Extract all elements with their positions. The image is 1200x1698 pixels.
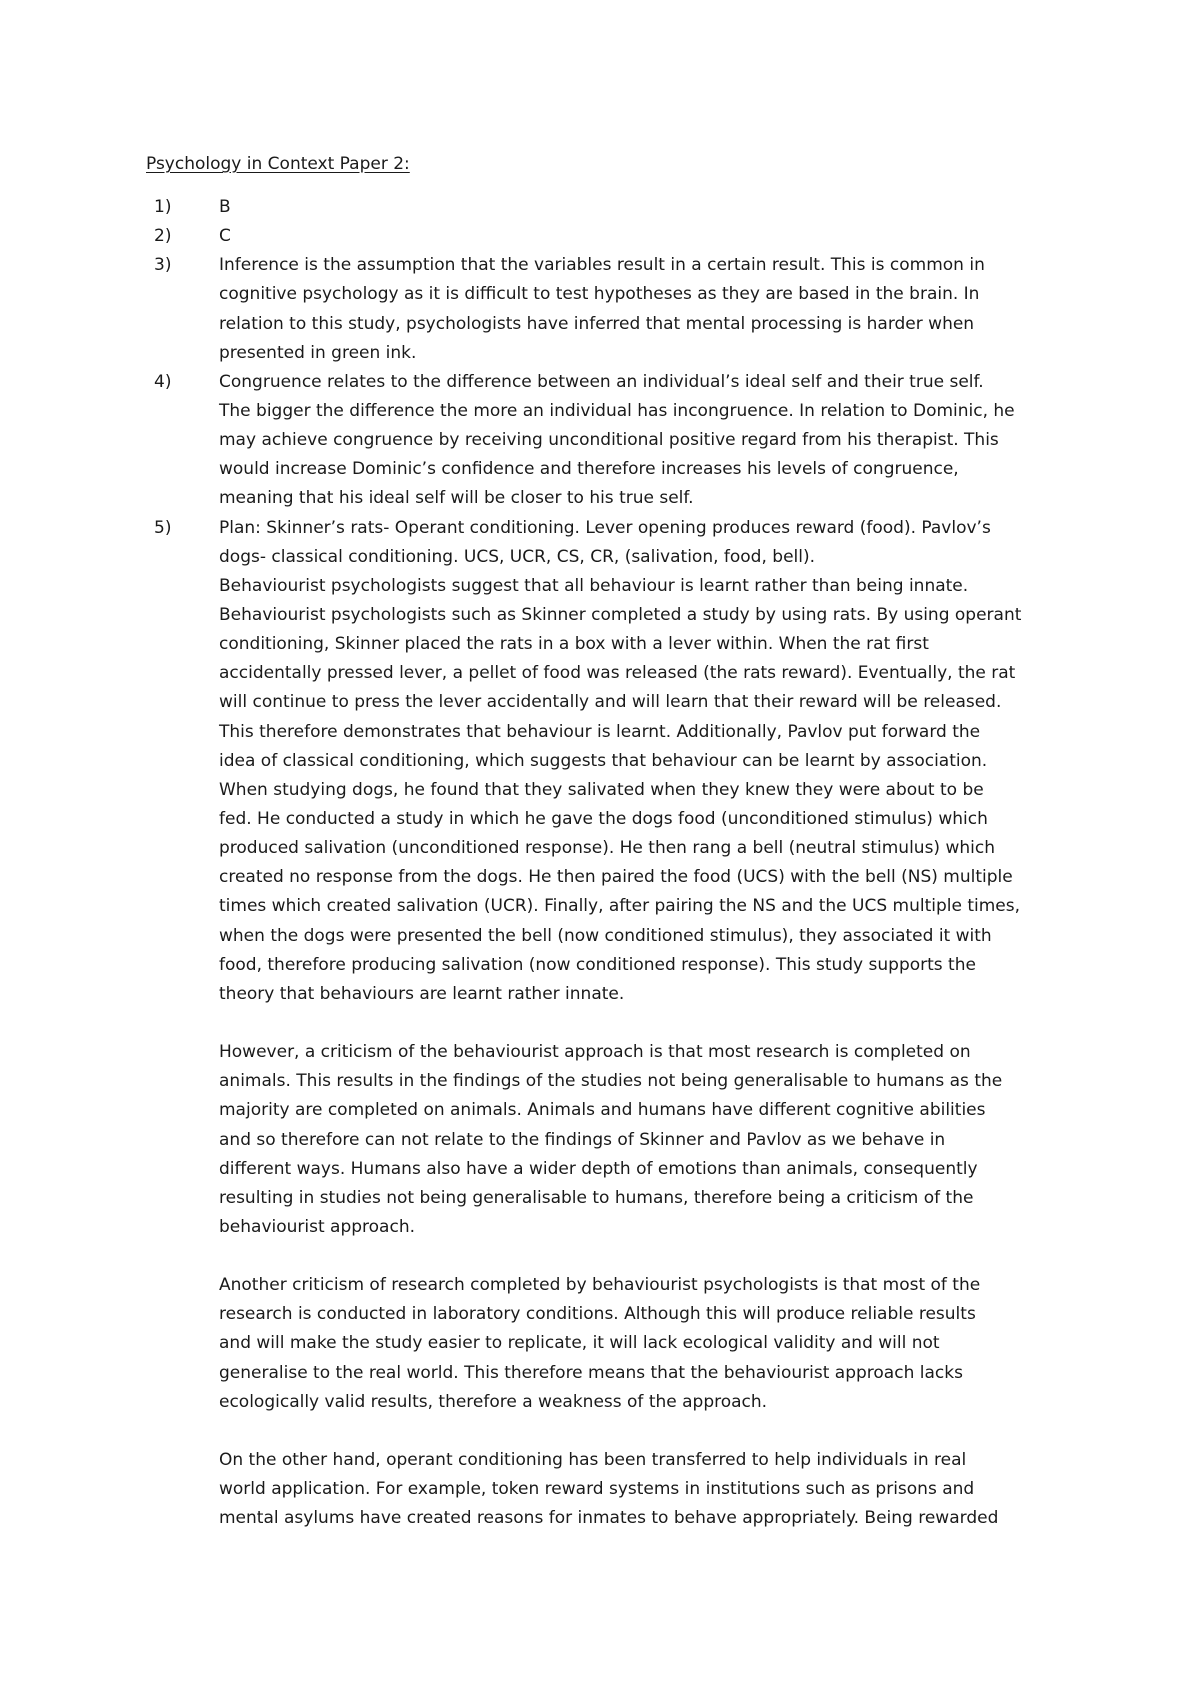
text-line: Inference is the assumption that the variables result in a certain result. This is common in — [219, 255, 985, 276]
text-line: B — [219, 197, 231, 217]
text-line: fed. He conducted a study in which he gave the dogs food (unconditioned stimulus) which — [219, 808, 988, 829]
text-line: times which created salivation (UCR). Finally, after pairing the NS and the UCS multiple times, — [219, 896, 1021, 917]
text-line: research is conducted in laboratory conditions. Although this will produce reliable results — [219, 1304, 976, 1325]
text-line: and will make the study easier to replicate, it will lack ecological validity and will not — [219, 1333, 940, 1354]
text-line: may achieve congruence by receiving unconditional positive regard from his therapist. This — [219, 430, 999, 451]
text-line: accidentally pressed lever, a pellet of food was released (the rats reward). Eventually, the rat — [219, 663, 1016, 684]
text-line: produced salivation (unconditioned response). He then rang a bell (neutral stimulus) which — [219, 838, 995, 859]
item-text — [219, 251, 1066, 368]
text-line: food, therefore producing salivation (now conditioned response). This study supports the — [219, 954, 976, 975]
text-line: On the other hand, operant conditioning has been transferred to help individuals in real — [219, 1450, 967, 1471]
text-line: conditioning, Skinner placed the rats in a box with a lever within. When the rat first — [219, 634, 929, 655]
text-line: world application. For example, token reward systems in institutions such as prisons and — [219, 1479, 975, 1500]
list-item — [146, 514, 1066, 1534]
item-text — [219, 222, 1066, 251]
item-number: 5) — [154, 517, 172, 538]
text-line: relation to this study, psychologists have inferred that mental processing is harder when — [219, 313, 975, 334]
text-line: cognitive psychology as it is difficult to test hypotheses as they are based in the brain. In — [219, 284, 980, 305]
item-number: 2) — [154, 226, 172, 247]
text-line: presented in green ink. — [219, 342, 417, 363]
text-line: Behaviourist psychologists such as Skinner completed a study by using rats. By using operant — [219, 604, 1022, 625]
text-line: meaning that his ideal self will be closer to his true self. — [219, 488, 694, 509]
text-line: Congruence relates to the difference between an individual’s ideal self and their true self. — [219, 371, 984, 392]
text-line: This therefore demonstrates that behaviour is learnt. Additionally, Pavlov put forward the — [219, 721, 981, 742]
item-number: 3) — [154, 255, 172, 276]
item-text — [219, 193, 1066, 222]
text-line: C — [219, 226, 231, 247]
list-item — [146, 251, 1066, 368]
text-line: Behaviourist psychologists suggest that all behaviour is learnt rather than being innate. — [219, 575, 969, 596]
text-line: dogs- classical conditioning. UCS, UCR, CS, CR, (salivation, food, bell). — [219, 546, 816, 567]
text-line: theory that behaviours are learnt rather innate. — [219, 983, 625, 1004]
text-line: when the dogs were presented the bell (now conditioned stimulus), they associated it with — [219, 925, 992, 946]
text-line: Another criticism of research completed by behaviourist psychologists is that most of the — [219, 1275, 981, 1296]
paragraph-gap — [219, 1242, 1066, 1271]
text-line: would increase Dominic’s confidence and therefore increases his levels of congruence, — [219, 459, 959, 480]
text-line: animals. This results in the findings of the studies not being generalisable to humans as the — [219, 1071, 1003, 1092]
text-line: created no response from the dogs. He then paired the food (UCS) with the bell (NS) multiple — [219, 867, 1013, 888]
text-line: idea of classical conditioning, which suggests that behaviour can be learnt by association. — [219, 750, 988, 771]
text-line: and so therefore can not relate to the findings of Skinner and Pavlov as we behave in — [219, 1129, 946, 1150]
paragraph-gap — [219, 1417, 1066, 1446]
text-line: mental asylums have created reasons for inmates to behave appropriately. Being rewarded — [219, 1508, 999, 1529]
item-number: 1) — [154, 197, 172, 217]
answer-list — [146, 193, 1066, 1533]
text-line: behaviourist approach. — [219, 1216, 415, 1237]
text-line: will continue to press the lever accidentally and will learn that their reward will be released. — [219, 692, 1002, 713]
document-title: Psychology in Context Paper 2: — [146, 154, 410, 174]
item-text — [219, 368, 1066, 514]
text-line: different ways. Humans also have a wider depth of emotions than animals, consequently — [219, 1158, 978, 1179]
list-item — [146, 193, 1066, 222]
text-line: resulting in studies not being generalisable to humans, therefore being a criticism of the — [219, 1187, 974, 1208]
list-item — [146, 368, 1066, 514]
item-number: 4) — [154, 371, 172, 392]
text-line: generalise to the real world. This therefore means that the behaviourist approach lacks — [219, 1362, 963, 1383]
text-line: majority are completed on animals. Animals and humans have different cognitive abilities — [219, 1100, 986, 1121]
text-line: However, a criticism of the behaviourist approach is that most research is completed on — [219, 1042, 971, 1063]
list-item — [146, 222, 1066, 251]
text-line: When studying dogs, he found that they salivated when they knew they were about to be — [219, 779, 984, 800]
item-text — [219, 514, 1066, 1534]
text-line: ecologically valid results, therefore a weakness of the approach. — [219, 1391, 768, 1412]
paragraph-gap — [219, 1009, 1066, 1038]
text-line: The bigger the difference the more an individual has incongruence. In relation to Dominic, he — [219, 400, 1015, 421]
text-line: Plan: Skinner’s rats- Operant conditioning. Lever opening produces reward (food). Pavlov’s — [219, 517, 991, 538]
